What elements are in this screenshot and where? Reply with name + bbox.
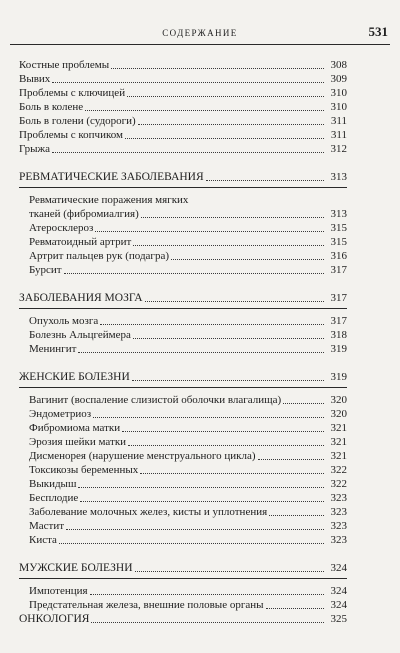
- toc-entry-page-number: 312: [330, 143, 347, 155]
- section-title-label: ОНКОЛОГИЯ: [19, 613, 90, 625]
- toc-entry-page-number: 322: [330, 478, 347, 490]
- dot-leader: [127, 95, 324, 97]
- toc-entry-page-number: 308: [330, 59, 347, 71]
- toc-entry-page-number: 322: [330, 464, 347, 476]
- toc-entry-label: Заболевание молочных желез, кисты и уплотнения: [29, 506, 268, 518]
- toc-entry-label: Проблемы с копчиком: [19, 129, 124, 141]
- toc-entry-page-number: 310: [330, 101, 347, 113]
- toc-entry-label: Импотенция: [29, 585, 88, 597]
- toc-entry-label: Киста: [29, 534, 57, 546]
- toc-entry-page-number: 321: [330, 436, 347, 448]
- header-title: СОДЕРЖАНИЕ: [162, 28, 238, 38]
- dot-leader: [133, 244, 324, 246]
- toc-entry: [19, 58, 347, 72]
- table-of-contents: [19, 58, 347, 626]
- toc-entry-label: Ревматические поражения мягких: [29, 194, 189, 206]
- toc-entry-page-number: 324: [330, 585, 347, 597]
- toc-entry-label: Предстательная железа, внешние половые органы: [29, 599, 264, 611]
- dot-leader: [171, 258, 324, 260]
- dot-leader: [85, 109, 324, 111]
- toc-entry: [19, 421, 347, 435]
- dot-leader: [269, 514, 324, 516]
- toc-entry-label: Бесплодие: [29, 492, 79, 504]
- section-spacer: [19, 356, 347, 370]
- dot-leader: [132, 379, 324, 381]
- toc-entry-label: Проблемы с ключицей: [19, 87, 126, 99]
- dot-leader: [128, 444, 324, 446]
- section-rule: [19, 387, 347, 388]
- toc-entry: [19, 128, 347, 142]
- section-title: [19, 370, 347, 384]
- toc-entry-label: Вывих: [19, 73, 51, 85]
- toc-entry-page-number: 317: [330, 264, 347, 276]
- toc-entry: [19, 328, 347, 342]
- dot-leader: [95, 230, 324, 232]
- toc-entry: [19, 263, 347, 277]
- toc-entry-label: Токсикозы беременных: [29, 464, 139, 476]
- toc-entry-label: Фибромиома матки: [29, 422, 121, 434]
- toc-entry: [19, 407, 347, 421]
- dot-leader: [266, 607, 324, 609]
- section-spacer: [19, 156, 347, 170]
- section-spacer: [19, 547, 347, 561]
- toc-entry: [19, 393, 347, 407]
- section-title: [19, 291, 347, 305]
- dot-leader: [125, 137, 324, 139]
- section-title-label: ЖЕНСКИЕ БОЛЕЗНИ: [19, 371, 130, 383]
- toc-entry: [19, 435, 347, 449]
- section-title-page-number: 317: [330, 292, 347, 304]
- toc-entry-label: Дисменорея (нарушение менструального цикла): [29, 450, 256, 462]
- toc-entry: [19, 477, 347, 491]
- toc-entry: [19, 100, 347, 114]
- toc-entry-page-number: 324: [330, 599, 347, 611]
- toc-entry-label: Эрозия шейки матки: [29, 436, 127, 448]
- toc-entry-label: Выкидыш: [29, 478, 77, 490]
- section-title-page-number: 325: [330, 613, 347, 625]
- toc-entry-label: Менингит: [29, 343, 77, 355]
- toc-entry-page-number: 317: [330, 315, 347, 327]
- toc-entry: [19, 505, 347, 519]
- toc-entry-label: Опухоль мозга: [29, 315, 99, 327]
- toc-entry-page-number: 309: [330, 73, 347, 85]
- dot-leader: [140, 472, 324, 474]
- toc-entry: [19, 249, 347, 263]
- section-title-page-number: 319: [330, 371, 347, 383]
- section-spacer: [19, 277, 347, 291]
- dot-leader: [93, 416, 324, 418]
- toc-entry-label: Мастит: [29, 520, 65, 532]
- toc-entry: [19, 598, 347, 612]
- dot-leader: [52, 81, 324, 83]
- toc-entry-page-number: 311: [330, 129, 347, 141]
- section-title-page-number: 313: [330, 171, 347, 183]
- toc-entry-page-number: 323: [330, 534, 347, 546]
- toc-entry-label: Боль в голени (судороги): [19, 115, 136, 127]
- toc-entry-page-number: 321: [330, 450, 347, 462]
- toc-entry-label: Бурсит: [29, 264, 62, 276]
- toc-entry: [19, 86, 347, 100]
- section-title-label: МУЖСКИЕ БОЛЕЗНИ: [19, 562, 133, 574]
- dot-leader: [91, 621, 324, 623]
- dot-leader: [258, 458, 324, 460]
- dot-leader: [133, 337, 324, 339]
- toc-entry-label: Грыжа: [19, 143, 51, 155]
- dot-leader: [78, 486, 324, 488]
- section-title: [19, 170, 347, 184]
- dot-leader: [283, 402, 324, 404]
- toc-entry-label: Артрит пальцев рук (подагра): [29, 250, 169, 262]
- toc-entry: [19, 193, 347, 207]
- toc-entry-label: Ревматоидный артрит: [29, 236, 132, 248]
- toc-entry-page-number: 316: [330, 250, 347, 262]
- toc-entry-page-number: 323: [330, 492, 347, 504]
- toc-entry: [19, 72, 347, 86]
- toc-entry: [19, 114, 347, 128]
- toc-entry-page-number: 320: [330, 408, 347, 420]
- toc-entry: [19, 491, 347, 505]
- toc-entry-label: Атеросклероз: [29, 222, 94, 234]
- section-title-page-number: 324: [330, 562, 347, 574]
- toc-entry: [19, 314, 347, 328]
- dot-leader: [138, 123, 324, 125]
- toc-entry-page-number: 319: [330, 343, 347, 355]
- toc-entry-label: Эндометриоз: [29, 408, 92, 420]
- section-rule: [19, 308, 347, 309]
- toc-entry: [19, 221, 347, 235]
- toc-entry-label: Вагинит (воспаление слизистой оболочки влагалища): [29, 394, 282, 406]
- toc-entry: [19, 519, 347, 533]
- dot-leader: [145, 300, 324, 302]
- section-rule: [19, 578, 347, 579]
- dot-leader: [66, 528, 324, 530]
- dot-leader: [80, 500, 324, 502]
- section-title: [19, 612, 347, 626]
- toc-entry: [19, 342, 347, 356]
- toc-entry-label: тканей (фибромиалгия): [29, 208, 139, 220]
- toc-entry: [19, 235, 347, 249]
- toc-entry-page-number: 323: [330, 520, 347, 532]
- toc-entry: [19, 207, 347, 221]
- section-title-label: ЗАБОЛЕВАНИЯ МОЗГА: [19, 292, 143, 304]
- toc-entry: [19, 449, 347, 463]
- dot-leader: [90, 593, 324, 595]
- dot-leader: [135, 570, 324, 572]
- header-page-number: 531: [368, 24, 388, 39]
- toc-entry-page-number: 321: [330, 422, 347, 434]
- dot-leader: [141, 216, 324, 218]
- toc-entry-page-number: 315: [330, 236, 347, 248]
- toc-entry: [19, 463, 347, 477]
- dot-leader: [122, 430, 324, 432]
- dot-leader: [52, 151, 324, 153]
- running-header: [10, 22, 390, 45]
- toc-entry: [19, 142, 347, 156]
- dot-leader: [206, 179, 324, 181]
- dot-leader: [111, 67, 324, 69]
- toc-entry-page-number: 311: [330, 115, 347, 127]
- dot-leader: [64, 272, 324, 274]
- toc-entry-page-number: 318: [330, 329, 347, 341]
- toc-entry: [19, 533, 347, 547]
- dot-leader: [78, 351, 324, 353]
- section-title: [19, 561, 347, 575]
- toc-entry-label: Болезнь Альцгеймера: [29, 329, 131, 341]
- section-title-label: РЕВМАТИЧЕСКИЕ ЗАБОЛЕВАНИЯ: [19, 171, 204, 183]
- toc-entry-label: Боль в колене: [19, 101, 84, 113]
- dot-leader: [100, 323, 324, 325]
- toc-entry-page-number: 323: [330, 506, 347, 518]
- toc-entry-page-number: 320: [330, 394, 347, 406]
- toc-entry-page-number: 310: [330, 87, 347, 99]
- dot-leader: [59, 542, 324, 544]
- toc-entry-page-number: 313: [330, 208, 347, 220]
- toc-entry: [19, 584, 347, 598]
- section-rule: [19, 187, 347, 188]
- toc-entry-page-number: 315: [330, 222, 347, 234]
- toc-entry-label: Костные проблемы: [19, 59, 110, 71]
